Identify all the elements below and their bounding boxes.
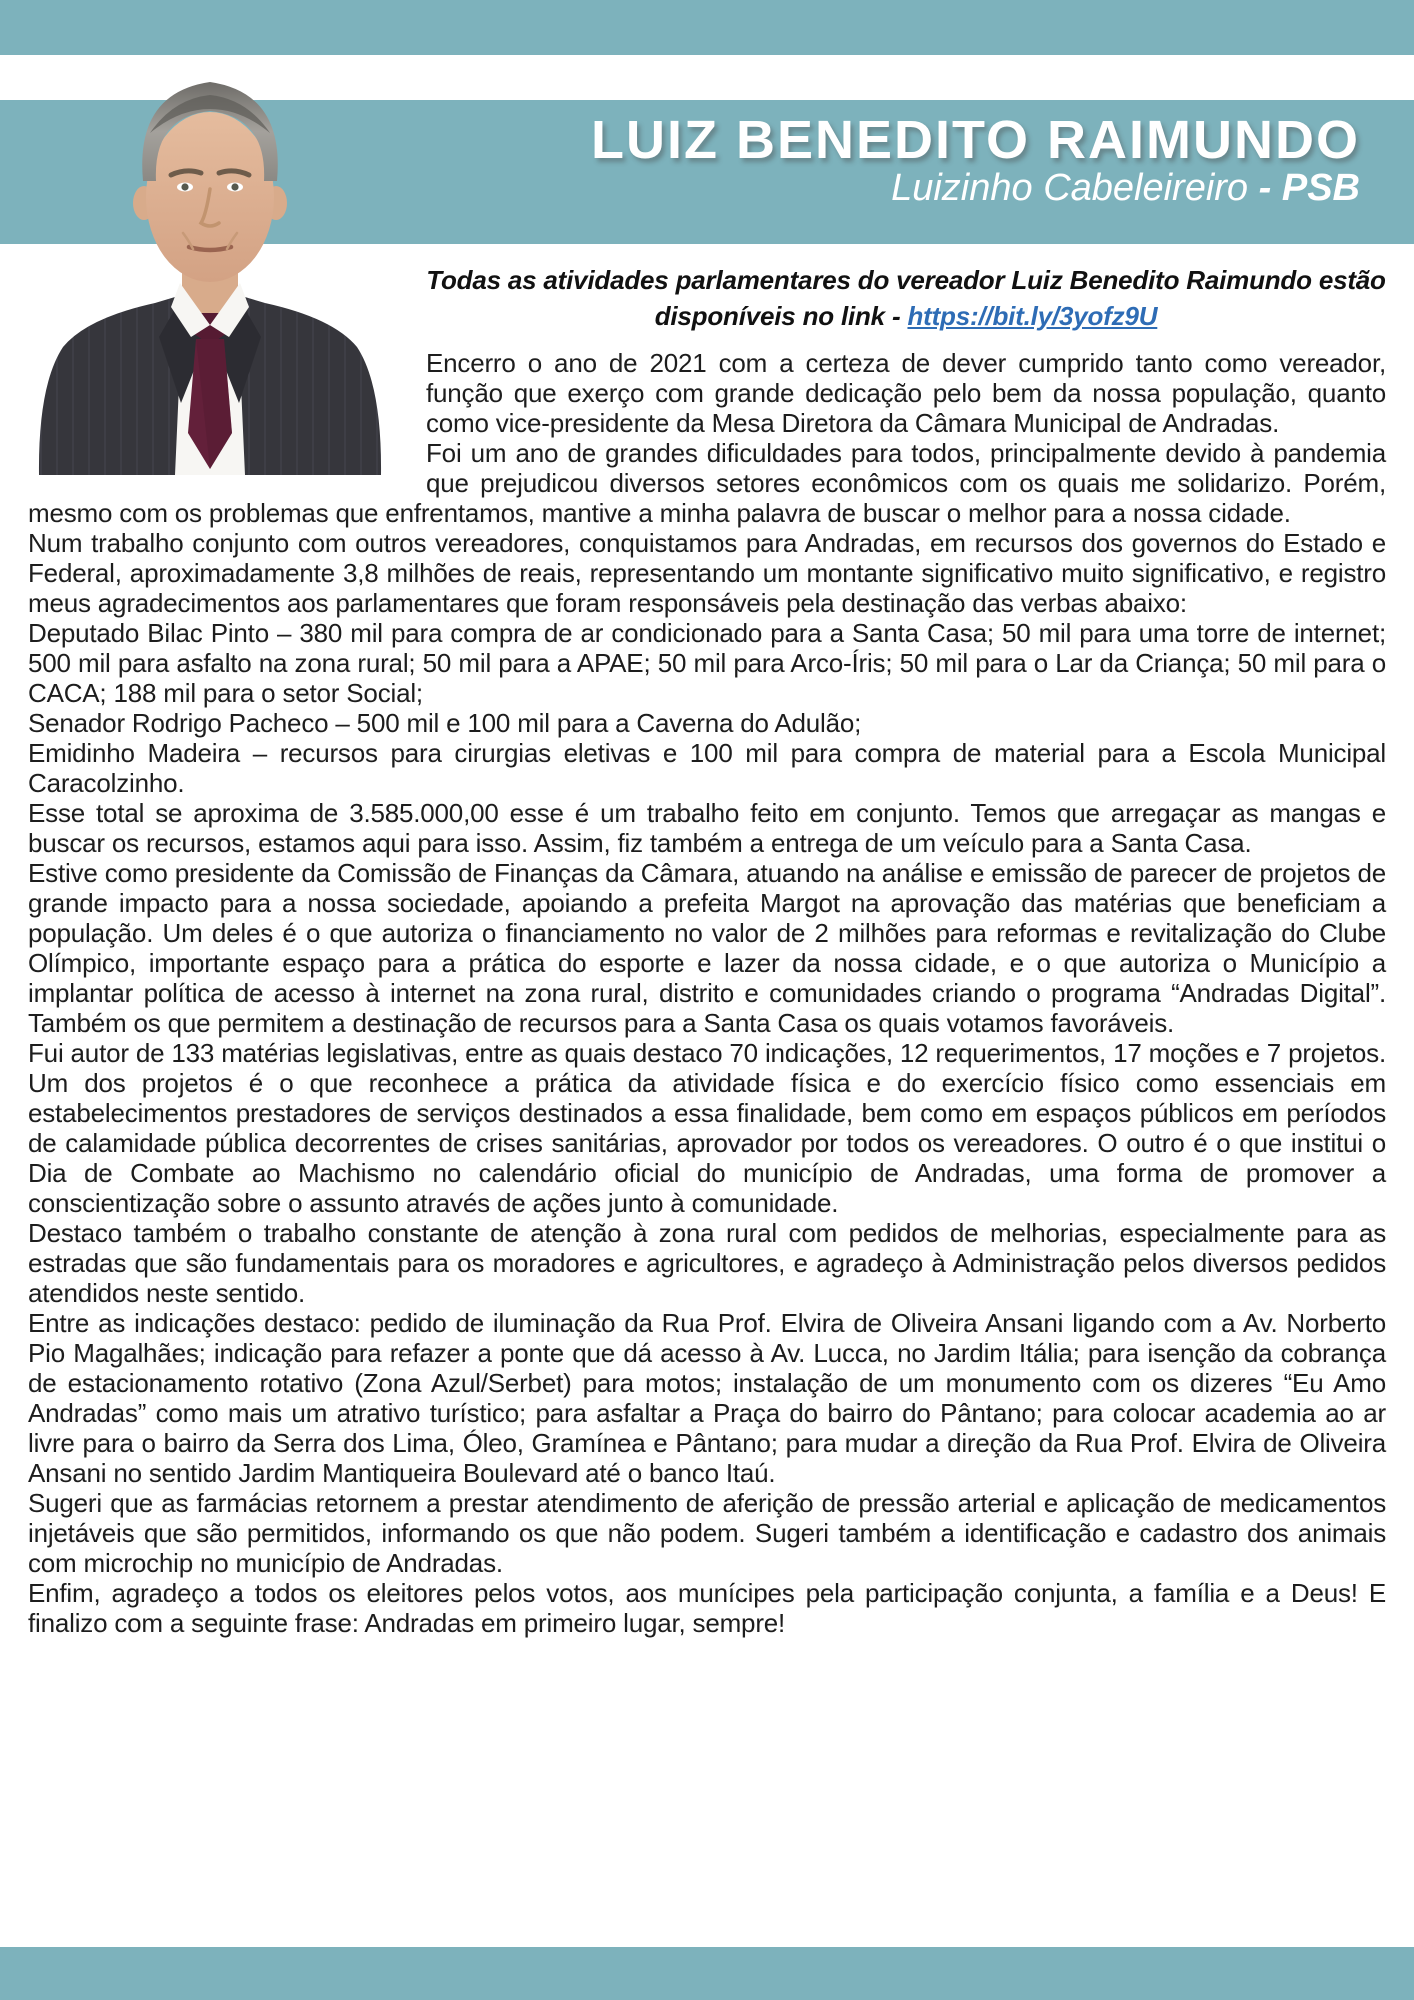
article-paragraph: Encerro o ano de 2021 com a certeza de dever cumprido tanto como vereador, função que exerço com grande dedicação pelo bem da nossa população, quanto como vice-presidente da Mesa Diretora da Câmara Municipal de Andradas.: [426, 348, 1386, 438]
article-paragraph: Esse total se aproxima de 3.585.000,00 esse é um trabalho feito em conjunto. Temos que arregaçar as mangas e buscar os recursos, estamos aqui para isso. Assim, fiz também a entrega de um veículo para a Santa Casa.: [28, 798, 1386, 858]
article-paragraph: Senador Rodrigo Pacheco – 500 mil e 100 mil para a Caverna do Adulão;: [28, 708, 862, 738]
page-subtitle: [591, 166, 1360, 210]
subtitle-party: - PSB: [1258, 167, 1360, 209]
article-paragraph: Estive como presidente da Comissão de Finanças da Câmara, atuando na análise e emissão de parecer de projetos de grande impacto para a nossa sociedade, apoiando a prefeita Margot na aprovação das matérias que beneficiam a população. Um deles é o que autoriza o financiamento no valor de 2 milhões para reformas e revitalização do Clube Olímpico, importante espaço para a prática do esporte e lazer da nossa cidade, e o que autoriza o Município a implantar política de acesso à internet na zona rural, distrito e comunidades criando o programa “Andradas Digital”. Também os que permitem a destinação de recursos para a Santa Casa os quais votamos favoráveis.: [28, 858, 1386, 1038]
subtitle-nickname: Luizinho Cabeleireiro: [891, 167, 1259, 209]
article-paragraph: Deputado Bilac Pinto – 380 mil para compra de ar condicionado para a Santa Casa; 50 mil para uma torre de internet; 500 mil para asfalto na zona rural; 50 mil para a APAE; 50 mil para Arco-Íris; 50 mil para o Lar da Criança; 50 mil para o CACA; 188 mil para o setor Social;: [28, 618, 1386, 708]
top-teal-bar: [0, 0, 1414, 55]
article-paragraph: Enfim, agradeço a todos os eleitores pelos votos, aos munícipes pela participação conjunta, a família e a Deus! E finalizo com a seguinte frase: Andradas em primeiro lugar, sempre!: [28, 1578, 1386, 1638]
article-paragraph: Num trabalho conjunto com outros vereadores, conquistamos para Andradas, em recursos dos governos do Estado e Federal, aproximadamente 3,8 milhões de reais, representando um montante significativo muito significativo, e registro meus agradecimentos aos parlamentares que foram responsáveis pela destinação das verbas abaixo:: [28, 528, 1386, 618]
article-paragraph: Fui autor de 133 matérias legislativas, entre as quais destaco 70 indicações, 12 requerimentos, 17 moções e 7 projetos. Um dos projetos é o que reconhece a prática da atividade física e do exercício físico como essenciais em estabelecimentos prestadores de serviços destinados a essa finalidade, bem como em espaços públicos em períodos de calamidade pública decorrentes de crises sanitárias, aprovador por todos os vereadores. O outro é o que institui o Dia de Combate ao Machismo no calendário oficial do município de Andradas, uma forma de promover a conscientização sobre o assunto através de ações junto à comunidade.: [28, 1038, 1386, 1218]
article-paragraph: Sugeri que as farmácias retornem a prestar atendimento de aferição de pressão arterial e aplicação de medicamentos injetáveis que são permitidos, informando os que não podem. Sugeri também a identificação e cadastro dos animais com microchip no município de Andradas.: [28, 1488, 1386, 1578]
intro-text: Todas as atividades parlamentares do vereador Luiz Benedito Raimundo estão disponíveis no link -: [426, 265, 1386, 331]
article-paragraph: Entre as indicações destaco: pedido de iluminação da Rua Prof. Elvira de Oliveira Ansani ligando com a Av. Norberto Pio Magalhães; indicação para refazer a ponte que dá acesso à Av. Lucca, no Jardim Itália; para isenção da cobrança de estacionamento rotativo (Zona Azul/Serbet) para motos; instalação de um monumento com os dizeres “Eu Amo Andradas” como mais um atrativo turístico; para asfaltar a Praça do bairro do Pântano; para colocar academia ao ar livre para o bairro da Serra dos Lima, Óleo, Gramínea e Pântano; para mudar a direção da Rua Prof. Elvira de Oliveira Ansani no sentido Jardim Mantiqueira Boulevard até o banco Itaú.: [28, 1308, 1386, 1488]
activities-link[interactable]: https://bit.ly/3yofz9U: [907, 301, 1158, 331]
header-text-block: [591, 110, 1360, 210]
photo-wrap-spacer: [28, 262, 426, 474]
bottom-teal-bar: [0, 1947, 1414, 2000]
article-paragraph: Destaco também o trabalho constante de atenção à zona rural com pedidos de melhorias, especialmente para as estradas que são fundamentais para os moradores e agricultores, e agradeço à Administração pelos diversos pedidos atendidos neste sentido.: [28, 1218, 1386, 1308]
article-paragraph: Foi um ano de grandes dificuldades para todos, principalmente devido à pandemia que prejudicou diversos setores econômicos com os quais me solidarizo. Porém, mesmo com os problemas que enfrentamos, mantive a minha palavra de buscar o melhor para a nossa cidade.: [28, 438, 1386, 528]
page-title: LUIZ BENEDITO RAIMUNDO: [591, 110, 1360, 170]
article-body: [28, 262, 1386, 1638]
article-paragraph: Emidinho Madeira – recursos para cirurgias eletivas e 100 mil para compra de material para a Escola Municipal Caracolzinho.: [28, 738, 1386, 798]
